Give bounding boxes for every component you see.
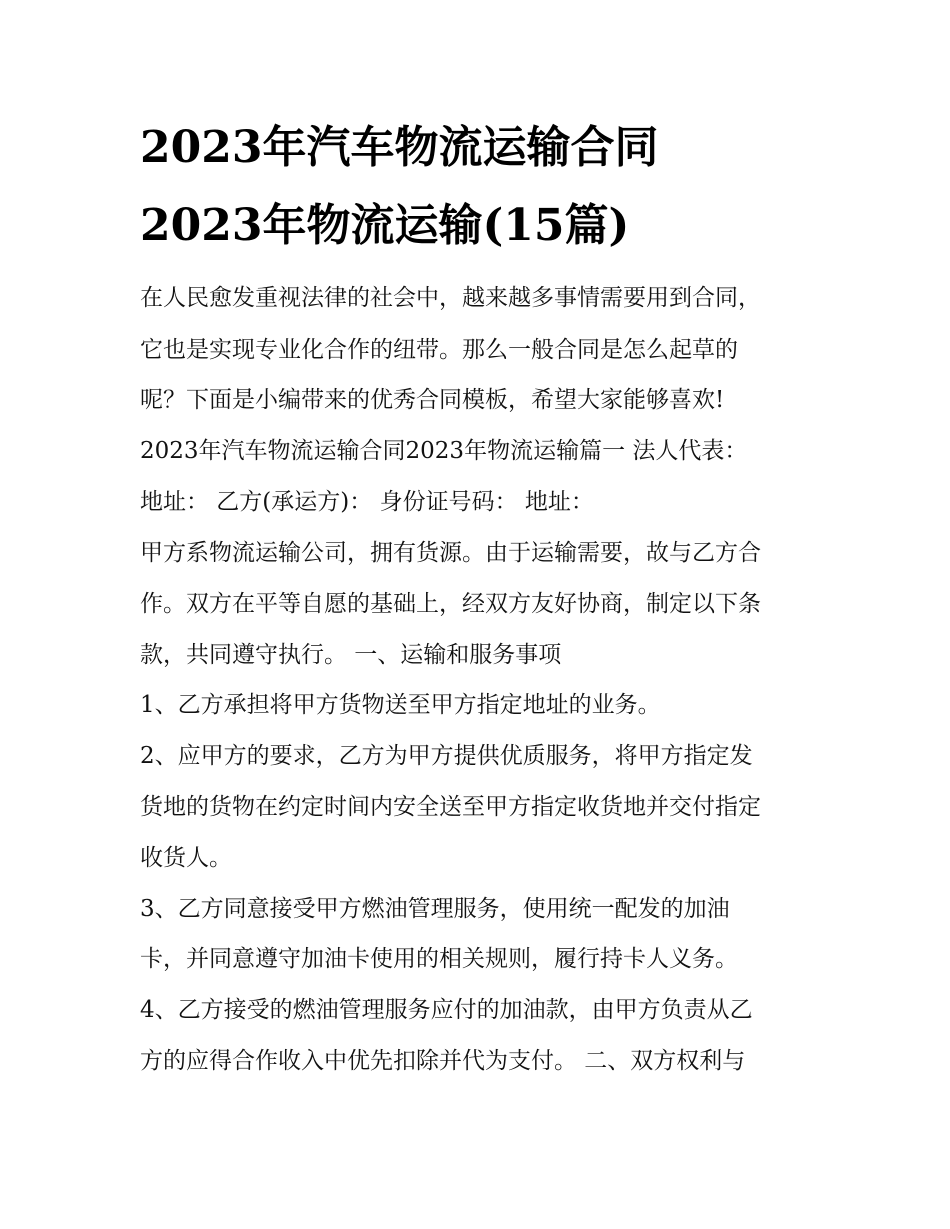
body-line-15: 4、乙方接受的燃油管理服务应付的加油款，由甲方负责从乙 xyxy=(140,997,753,1023)
body-line-9: 1、乙方承担将甲方货物送至甲方指定地址的业务。 xyxy=(140,692,661,718)
body-line-12: 收货人。 xyxy=(140,845,232,871)
body-line-6: 甲方系物流运输公司，拥有货源。由于运输需要，故与乙方合 xyxy=(140,540,761,566)
body-line-16: 方的应得合作收入中优先扣除并代为支付。 二、双方权利与 xyxy=(140,1048,746,1074)
body-line-10: 2、应甲方的要求，乙方为甲方提供优质服务，将甲方指定发 xyxy=(140,743,753,769)
body-line-8: 款，共同遵守执行。 一、运输和服务事项 xyxy=(140,642,562,668)
body-line-5: 地址： 乙方(承运方)： 身份证号码： 地址： xyxy=(140,489,594,515)
body-line-3: 呢？下面是小编带来的优秀合同模板，希望大家能够喜欢! xyxy=(140,387,725,413)
body-line-7: 作。双方在平等自愿的基础上，经双方友好协商，制定以下条 xyxy=(140,591,761,617)
document-title-line-1: 2023年汽车物流运输合同 xyxy=(140,122,659,173)
body-line-13: 3、乙方同意接受甲方燃油管理服务，使用统一配发的加油 xyxy=(140,896,730,922)
body-line-11: 货地的货物在约定时间内安全送至甲方指定收货地并交付指定 xyxy=(140,794,761,820)
body-line-1: 在人民愈发重视法律的社会中，越来越多事情需要用到合同， xyxy=(140,285,761,311)
body-line-2: 它也是实现专业化合作的纽带。那么一般合同是怎么起草的 xyxy=(140,337,738,363)
document-title-line-2: 2023年物流运输(15篇) xyxy=(140,200,630,251)
body-line-14: 卡，并同意遵守加油卡使用的相关规则，履行持卡人义务。 xyxy=(140,946,738,972)
body-line-4: 2023年汽车物流运输合同2023年物流运输篇一 法人代表： xyxy=(140,438,748,464)
